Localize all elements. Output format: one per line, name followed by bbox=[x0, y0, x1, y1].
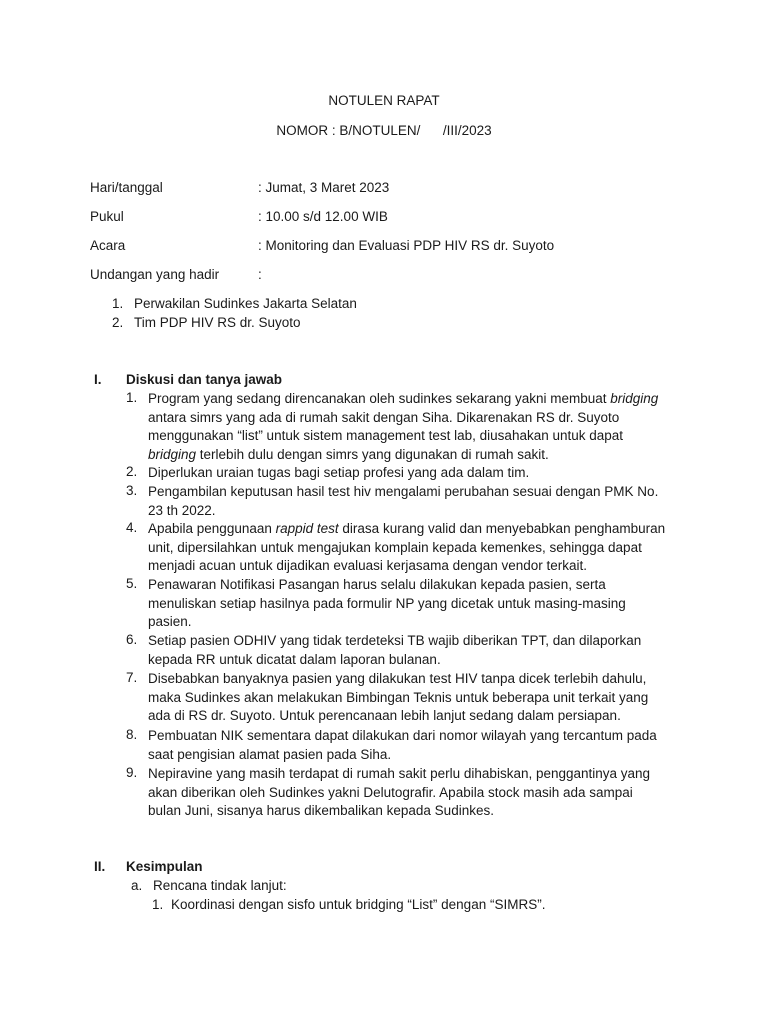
item-text bbox=[148, 632, 678, 669]
line-text: Penawaran Notifikasi Pasangan harus selalu dilakukan kepada pasien, serta bbox=[148, 577, 606, 592]
line-text: menuliskan setiap hasilnya pada formulir NP yang dicetak untuk masing-masing bbox=[148, 595, 626, 611]
line-text: 23 th 2022. bbox=[148, 502, 216, 518]
line-text: Pengambilan keputusan hasil test hiv mengalami perubahan sesuai dengan PMK No. bbox=[148, 484, 659, 499]
attendee-number: 2. bbox=[112, 315, 124, 330]
item-number: 7. bbox=[126, 670, 138, 685]
info-row-agenda bbox=[90, 238, 690, 256]
conclusion-subitem bbox=[131, 878, 287, 893]
item-line bbox=[148, 727, 678, 746]
item-line bbox=[148, 765, 678, 784]
item-line bbox=[148, 613, 678, 632]
section-title: Diskusi dan tanya jawab bbox=[126, 372, 283, 387]
info-label: Hari/tanggal bbox=[90, 180, 163, 195]
line-text: kepada RR untuk dicatat dalam laporan bulanan. bbox=[148, 651, 441, 667]
item-line bbox=[148, 689, 678, 708]
info-value: : 10.00 s/d 12.00 WIB bbox=[258, 209, 388, 224]
item-number: 6. bbox=[126, 632, 138, 647]
item-text bbox=[148, 576, 678, 632]
item-text bbox=[148, 464, 678, 483]
item-text bbox=[148, 520, 678, 576]
line-text: ada di RS dr. Suyoto. Untuk perencanaan lebih lanjut sedang dalam persiapan. bbox=[148, 708, 621, 723]
line-text: bulan Juni, sisanya harus dikembalikan kepada Sudinkes. bbox=[148, 803, 494, 818]
item-line bbox=[148, 483, 678, 502]
line-text: saat pengisian alamat pasien pada Siha. bbox=[148, 746, 392, 762]
item-line bbox=[148, 707, 678, 726]
line-text: dirasa kurang valid dan menyebabkan penghamburan bbox=[338, 521, 666, 536]
item-line bbox=[148, 390, 678, 409]
item-line bbox=[148, 520, 678, 539]
item-text bbox=[148, 390, 678, 464]
line-text: Nepiravine yang masih terdapat di rumah sakit perlu dihabiskan, penggantinya yang bbox=[148, 766, 651, 781]
item-line bbox=[148, 502, 678, 521]
item-line bbox=[148, 632, 678, 651]
line-text: Pembuatan NIK sementara dapat dilakukan dari nomor wilayah yang tercantum pada bbox=[148, 728, 657, 743]
item-line bbox=[148, 784, 678, 803]
line-text: Apabila penggunaan bbox=[148, 521, 276, 536]
item-line bbox=[148, 427, 678, 446]
item-line bbox=[148, 651, 678, 670]
italic-term: bridging bbox=[610, 391, 659, 406]
info-label: Undangan yang hadir bbox=[90, 267, 220, 282]
line-text: Program yang sedang direncanakan oleh sudinkes sekarang yakni membuat bbox=[148, 391, 611, 406]
italic-term: bridging bbox=[148, 446, 197, 462]
document-title: NOTULEN RAPAT bbox=[328, 93, 440, 108]
subitem-text: Rencana tindak lanjut: bbox=[153, 878, 287, 893]
italic-term: rappid test bbox=[275, 521, 339, 536]
info-value: : Monitoring dan Evaluasi PDP HIV RS dr. Suyoto bbox=[258, 238, 555, 253]
line-text: Diperlukan uraian tugas bagi setiap profesi yang ada dalam tim. bbox=[148, 465, 530, 480]
item-number: 3. bbox=[126, 483, 138, 498]
conclusion-action-item bbox=[152, 897, 545, 912]
info-value: : bbox=[258, 267, 262, 282]
item-line bbox=[148, 539, 678, 558]
item-line bbox=[148, 746, 678, 765]
attendee-text: Tim PDP HIV RS dr. Suyoto bbox=[134, 315, 301, 330]
line-text: akan diberikan oleh Sudinkes yakni Delutografir. Apabila stock masih ada sampai bbox=[148, 784, 633, 800]
item-line bbox=[148, 557, 678, 576]
line-text: menjadi acuan untuk dijadikan evaluasi kerjasama dengan vendor terkait. bbox=[148, 558, 588, 573]
info-value: : Jumat, 3 Maret 2023 bbox=[258, 180, 390, 195]
item-line bbox=[148, 595, 678, 614]
action-number: 1. bbox=[152, 897, 164, 912]
section-heading-conclusion bbox=[94, 859, 203, 874]
subitem-letter: a. bbox=[131, 878, 143, 893]
attendee-number: 1. bbox=[112, 296, 124, 311]
attendee-text: Perwakilan Sudinkes Jakarta Selatan bbox=[134, 296, 357, 311]
item-text bbox=[148, 670, 678, 726]
item-text bbox=[148, 765, 678, 821]
attendee-item bbox=[112, 315, 301, 330]
info-label: Pukul bbox=[90, 209, 124, 224]
item-number: 9. bbox=[126, 765, 138, 780]
line-text: antara simrs yang ada di rumah sakit dengan Siha. Dikarenakan RS dr. Suyoto bbox=[148, 409, 620, 425]
line-text: terlebih dulu dengan simrs yang digunakan di rumah sakit. bbox=[196, 446, 549, 462]
item-line bbox=[148, 576, 678, 595]
document-number: NOMOR : B/NOTULEN/ /III/2023 bbox=[276, 123, 492, 138]
item-number: 1. bbox=[126, 390, 138, 405]
line-text: maka Sudinkes akan melakukan Bimbingan Teknis untuk beberapa unit terkait yang bbox=[148, 689, 649, 705]
info-row-time bbox=[90, 209, 690, 227]
item-line bbox=[148, 446, 678, 465]
line-text: Disebabkan banyaknya pasien yang dilakukan test HIV tanpa dicek terlebih dahulu, bbox=[148, 671, 647, 686]
info-row-attendees bbox=[90, 267, 690, 285]
item-line bbox=[148, 802, 678, 821]
action-text: Koordinasi dengan sisfo untuk bridging “List” dengan “SIMRS”. bbox=[171, 897, 546, 912]
line-text: Setiap pasien ODHIV yang tidak terdeteksi TB wajib diberikan TPT, dan dilaporkan bbox=[148, 633, 642, 648]
info-row-date bbox=[90, 180, 690, 198]
item-line bbox=[148, 409, 678, 428]
line-text: unit, dipersilahkan untuk mengajukan komplain kepada kemenkes, sehingga dapat bbox=[148, 539, 642, 555]
item-line bbox=[148, 464, 678, 483]
section-number: II. bbox=[94, 859, 106, 874]
section-number: I. bbox=[94, 372, 102, 387]
section-title: Kesimpulan bbox=[126, 859, 203, 874]
item-line bbox=[148, 670, 678, 689]
item-number: 5. bbox=[126, 576, 138, 591]
info-label: Acara bbox=[90, 238, 126, 253]
line-text: menggunakan “list” untuk sistem management test lab, diusahakan untuk dapat bbox=[148, 428, 624, 443]
line-text: pasien. bbox=[148, 614, 192, 629]
item-text bbox=[148, 727, 678, 764]
item-number: 4. bbox=[126, 520, 138, 535]
attendee-item bbox=[112, 296, 357, 311]
item-number: 8. bbox=[126, 727, 138, 742]
item-number: 2. bbox=[126, 464, 138, 479]
section-heading-discussion bbox=[94, 372, 282, 387]
item-text bbox=[148, 483, 678, 520]
